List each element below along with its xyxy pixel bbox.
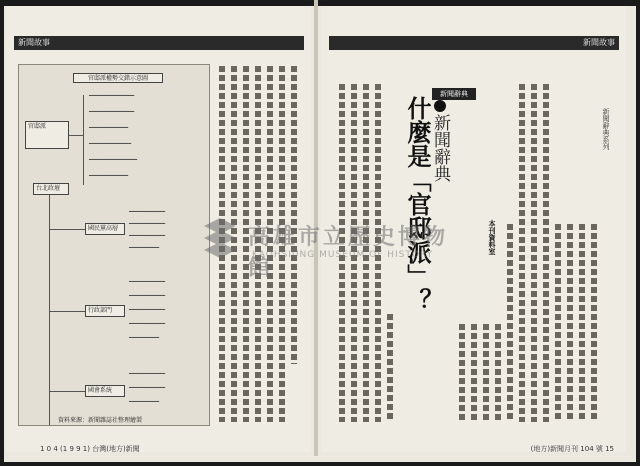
diagram-leaf: ━━━━━━━━━━ bbox=[129, 335, 160, 341]
diagram-root-box: 官邸派 bbox=[25, 121, 69, 149]
diagram-leaf: ━━━━━━━━━━━━━━━━ bbox=[89, 157, 138, 163]
left-header: 新聞故事 bbox=[14, 36, 304, 50]
org-diagram bbox=[18, 64, 210, 426]
watermark-name-en: KAOHSIUNG MUSEUM OF HISTORY bbox=[252, 250, 434, 260]
diagram-leaf: ━━━━━━━━━━━━ bbox=[129, 293, 166, 299]
diagram-leaf: ━━━━━━━━━━ bbox=[129, 399, 160, 405]
diagram-branch-c: 國會系統 bbox=[85, 385, 125, 397]
connector-line bbox=[49, 229, 85, 230]
connector-line bbox=[69, 135, 83, 136]
connector-line bbox=[83, 95, 84, 185]
diagram-leaf: ━━━━━━━━━━━━ bbox=[129, 307, 166, 313]
diagram-leaf: ━━━━━━━━━━━━━━━ bbox=[89, 109, 135, 115]
diagram-leaf: ━━━━━━━━━━ bbox=[129, 245, 160, 251]
diagram-leaf: ━━━━━━━━━━━━ bbox=[129, 385, 166, 391]
diagram-leaf: ━━━━━━━━━━━━ bbox=[129, 221, 166, 227]
right-header: 新聞故事 bbox=[329, 36, 619, 50]
diagram-caption: 資料來源：新聞雜誌社整理繪製 bbox=[58, 417, 143, 424]
sidebar-heading: 新聞辭典系列 bbox=[602, 108, 610, 150]
diagram-mid-box: 台北政壇 bbox=[33, 183, 69, 195]
diagram-leaf: ━━━━━━━━━━━━━━ bbox=[89, 141, 132, 147]
section-badge: 新聞辭典 bbox=[432, 88, 476, 100]
article-title: 什麼是「官邸派」？ bbox=[403, 96, 432, 312]
watermark-name-zh: 高雄市立歷史博物館 bbox=[248, 225, 449, 281]
left-footer: 1 0 4 (1 9 9 1) 台灣(地方)新聞 bbox=[40, 445, 140, 453]
connector-line bbox=[49, 311, 85, 312]
right-footer: (地方)新聞月刊 104 號 15 bbox=[530, 445, 614, 453]
diagram-leaf: ━━━━━━━━━━━━━ bbox=[89, 125, 129, 131]
bullet-icon bbox=[434, 100, 446, 112]
museum-logo-icon bbox=[200, 216, 240, 264]
series-title-text: 新聞辭典 bbox=[430, 114, 450, 182]
diagram-leaf: ━━━━━━━━━━━━━━━ bbox=[89, 93, 135, 99]
diagram-leaf: ━━━━━━━━━━━━ bbox=[129, 209, 166, 215]
connector-line bbox=[49, 391, 85, 392]
diagram-branch-a: 國民黨高層 bbox=[85, 223, 125, 235]
diagram-leaf: ━━━━━━━━━━━━ bbox=[129, 279, 166, 285]
diagram-leaf: ━━━━━━━━━━━━ bbox=[129, 233, 166, 239]
diagram-leaf: ━━━━━━━━━━━━ bbox=[129, 371, 166, 377]
article-author: 本刊資料室 bbox=[488, 220, 496, 255]
diagram-title: 官邸派權勢交錯示意圖 bbox=[73, 73, 163, 83]
museum-watermark bbox=[200, 212, 460, 282]
diagram-leaf: ━━━━━━━━━━━━ bbox=[129, 321, 166, 327]
diagram-leaf: ━━━━━━━━━━━━━ bbox=[89, 173, 129, 179]
diagram-branch-b: 行政部門 bbox=[85, 305, 125, 317]
